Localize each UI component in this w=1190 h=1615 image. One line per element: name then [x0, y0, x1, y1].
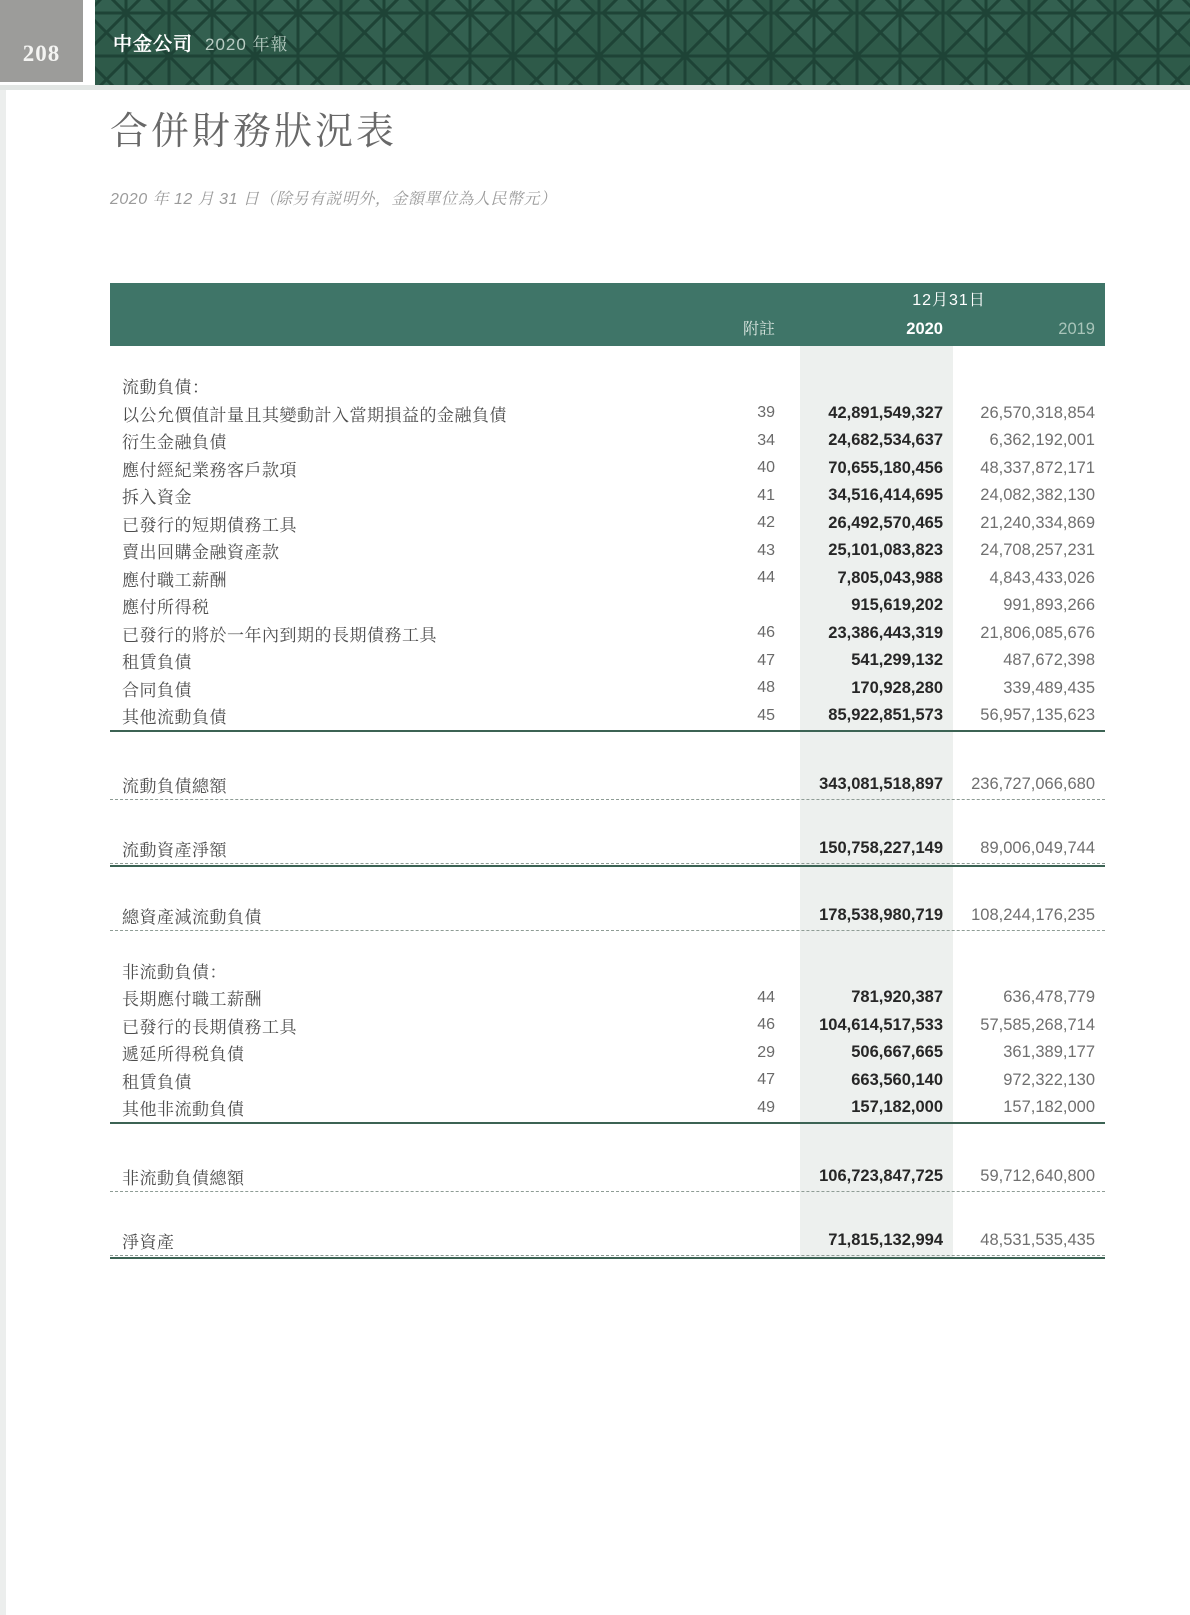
row-note: 41: [757, 486, 775, 504]
total-value-2020: 343,081,518,897: [819, 774, 943, 793]
rule-double: [110, 863, 1105, 867]
row-note: 46: [757, 624, 775, 642]
row-note: 42: [757, 514, 775, 532]
row-label: 合同負債: [122, 680, 192, 700]
row-value-2020: 23,386,443,319: [828, 623, 943, 642]
total-label: 流動負債總額: [122, 776, 227, 796]
row-value-2020: 42,891,549,327: [828, 403, 943, 422]
section-header-row: [110, 957, 1105, 985]
rule-double: [110, 1255, 1105, 1259]
total-row: [110, 1226, 1105, 1255]
table-header-columns-row: [110, 316, 1105, 339]
table-row: [110, 647, 1105, 675]
table-row: [110, 592, 1105, 620]
row-label: 以公允價值計量且其變動計入當期損益的金融負債: [122, 405, 507, 425]
row-value-2019: 24,082,382,130: [980, 486, 1095, 505]
total-row: [110, 1162, 1105, 1191]
row-label: 已發行的長期債務工具: [122, 1017, 297, 1037]
section-label: 流動負債：: [122, 378, 210, 398]
table-body: [110, 346, 1105, 1259]
row-value-2019: 48,337,872,171: [980, 458, 1095, 477]
row-value-2020: 663,560,140: [851, 1070, 943, 1089]
total-value-2019: 59,712,640,800: [980, 1166, 1095, 1185]
total-value-2020: 178,538,980,719: [819, 905, 943, 924]
row-note: 29: [757, 1043, 775, 1061]
row-value-2020: 85,922,851,573: [828, 706, 943, 725]
header-divider: [0, 85, 1190, 90]
row-label: 衍生金融負債: [122, 433, 227, 453]
row-value-2020: 157,182,000: [851, 1098, 943, 1117]
row-spacer: [110, 867, 1105, 901]
row-spacer: [110, 732, 1105, 770]
table-row: [110, 984, 1105, 1012]
table-row: [110, 400, 1105, 428]
row-value-2019: 339,489,435: [1003, 678, 1095, 697]
date-header: 12月31日: [912, 292, 986, 309]
row-value-2020: 541,299,132: [851, 651, 943, 670]
row-note: 44: [757, 569, 775, 587]
total-value-2019: 89,006,049,744: [980, 838, 1095, 857]
row-label: 應付職工薪酬: [122, 570, 227, 590]
table-row: [110, 510, 1105, 538]
table-row: [110, 455, 1105, 483]
row-value-2019: 21,240,334,869: [980, 513, 1095, 532]
row-note: 43: [757, 541, 775, 559]
total-label: 總資產減流動負債: [122, 907, 262, 927]
total-row: [110, 901, 1105, 930]
brand-line: [113, 0, 289, 85]
table-row: [110, 427, 1105, 455]
row-label: 應付經紀業務客戶款項: [122, 460, 297, 480]
table-row: [110, 1039, 1105, 1067]
row-spacer: [110, 1192, 1105, 1226]
page-number: 208: [22, 41, 61, 66]
row-value-2020: 506,667,665: [851, 1043, 943, 1062]
table-header-date-row: [110, 287, 1105, 310]
row-value-2020: 34,516,414,695: [828, 486, 943, 505]
rule-solid: [110, 730, 1105, 732]
row-note: 45: [757, 706, 775, 724]
table-row: [110, 1012, 1105, 1040]
table-row: [110, 1094, 1105, 1122]
total-value-2020: 150,758,227,149: [819, 838, 943, 857]
row-value-2019: 4,843,433,026: [989, 568, 1095, 587]
table-row: [110, 565, 1105, 593]
rule-dashed: [110, 799, 1105, 800]
row-value-2020: 26,492,570,465: [828, 513, 943, 532]
row-spacer: [110, 931, 1105, 957]
row-value-2020: 781,920,387: [851, 988, 943, 1007]
row-label: 租賃負債: [122, 1072, 192, 1092]
row-label: 拆入資金: [122, 488, 192, 508]
row-value-2020: 24,682,534,637: [828, 431, 943, 450]
rule-dashed: [110, 930, 1105, 931]
row-spacer: [110, 800, 1105, 834]
row-label: 租賃負債: [122, 653, 192, 673]
row-value-2019: 57,585,268,714: [980, 1015, 1095, 1034]
row-value-2019: 972,322,130: [1003, 1070, 1095, 1089]
row-value-2020: 25,101,083,823: [828, 541, 943, 560]
total-value-2019: 48,531,535,435: [980, 1230, 1095, 1249]
total-value-2020: 71,815,132,994: [828, 1230, 943, 1249]
row-value-2019: 487,672,398: [1003, 651, 1095, 670]
row-label: 長期應付職工薪酬: [122, 990, 262, 1010]
row-value-2019: 157,182,000: [1003, 1098, 1095, 1117]
total-label: 非流動負債總額: [122, 1168, 245, 1188]
page-title: 合併財務狀況表: [110, 111, 398, 153]
page-edge-strip: [0, 90, 6, 1615]
column-header-2020: 2020: [906, 320, 943, 338]
total-row: [110, 834, 1105, 863]
row-note: 47: [757, 1071, 775, 1089]
total-label: 淨資產: [122, 1232, 175, 1252]
brand-year-label: 2020 年報: [205, 35, 289, 54]
row-note: 49: [757, 1098, 775, 1116]
table-row: [110, 537, 1105, 565]
page-subtitle: 2020 年 12 月 31 日（除另有説明外，金額單位為人民幣元）: [110, 191, 557, 208]
rule-dashed: [110, 1191, 1105, 1192]
row-value-2019: 6,362,192,001: [989, 431, 1095, 450]
row-note: 48: [757, 679, 775, 697]
row-note: 39: [757, 404, 775, 422]
page-number-box: [0, 0, 83, 82]
row-note: 34: [757, 431, 775, 449]
row-note: 40: [757, 459, 775, 477]
table-header: [110, 283, 1105, 346]
row-value-2020: 170,928,280: [851, 678, 943, 697]
total-row: [110, 770, 1105, 799]
row-label: 其他非流動負債: [122, 1100, 245, 1120]
row-spacer: [110, 1124, 1105, 1162]
row-label: 賣出回購金融資產款: [122, 543, 280, 563]
total-value-2019: 236,727,066,680: [971, 774, 1095, 793]
brand-name: 中金公司: [113, 34, 194, 55]
row-label: 其他流動負債: [122, 708, 227, 728]
row-note: 44: [757, 988, 775, 1006]
row-value-2019: 56,957,135,623: [980, 706, 1095, 725]
total-value-2019: 108,244,176,235: [971, 905, 1095, 924]
row-note: 47: [757, 651, 775, 669]
row-label: 遞延所得税負債: [122, 1045, 245, 1065]
row-value-2019: 991,893,266: [1003, 596, 1095, 615]
row-value-2020: 915,619,202: [851, 596, 943, 615]
column-header-note: 附註: [742, 321, 775, 338]
row-value-2019: 24,708,257,231: [980, 541, 1095, 560]
rule-solid: [110, 1122, 1105, 1124]
row-value-2019: 636,478,779: [1003, 988, 1095, 1007]
row-note: 46: [757, 1016, 775, 1034]
row-label: 已發行的短期債務工具: [122, 515, 297, 535]
header-banner: [95, 0, 1190, 85]
table-row: [110, 702, 1105, 730]
row-value-2020: 104,614,517,533: [819, 1015, 943, 1034]
row-label: 已發行的將於一年內到期的長期債務工具: [122, 625, 437, 645]
row-value-2019: 26,570,318,854: [980, 403, 1095, 422]
row-value-2019: 361,389,177: [1003, 1043, 1095, 1062]
total-label: 流動資產淨額: [122, 840, 227, 860]
table-row: [110, 675, 1105, 703]
row-label: 應付所得税: [122, 598, 210, 618]
table-row: [110, 620, 1105, 648]
section-header-row: [110, 372, 1105, 400]
section-label: 非流動負債：: [122, 962, 227, 982]
table-row: [110, 1067, 1105, 1095]
row-value-2020: 70,655,180,456: [828, 458, 943, 477]
total-value-2020: 106,723,847,725: [819, 1166, 943, 1185]
row-value-2020: 7,805,043,988: [837, 568, 943, 587]
table-row: [110, 482, 1105, 510]
column-header-2019: 2019: [1058, 320, 1095, 338]
row-value-2019: 21,806,085,676: [980, 623, 1095, 642]
